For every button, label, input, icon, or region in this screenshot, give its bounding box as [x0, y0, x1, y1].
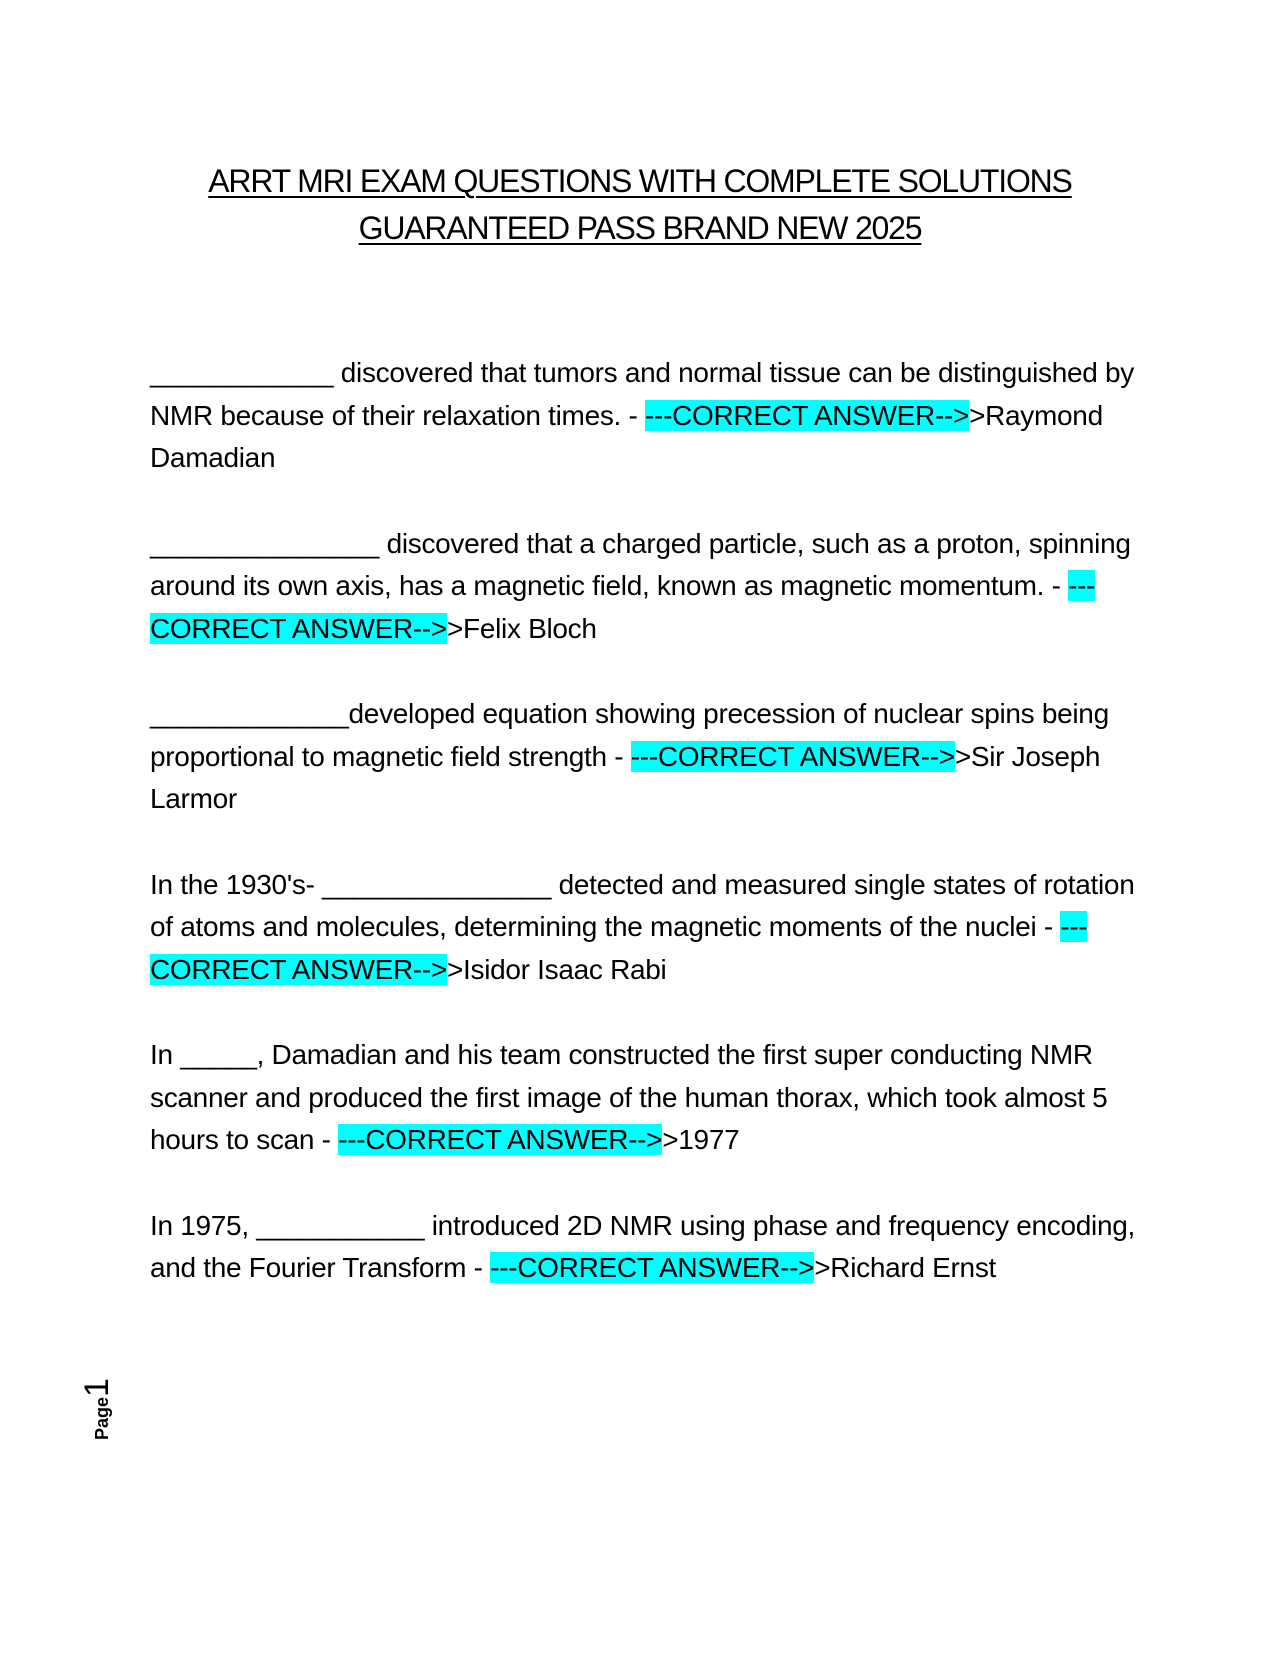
answer-text: >Isidor Isaac Rabi: [446, 953, 667, 985]
question-item: [150, 864, 1140, 992]
page-number-label: [78, 1360, 118, 1440]
question-text: In _____, Damadian and his team constructed the first super conducting NMR scanner and produced the first image of the human thorax, which took almost 5 hours to scan -: [150, 1039, 1108, 1155]
answer-marker: ---CORRECT ANSWER-->: [630, 740, 955, 772]
answer-text: >Sir Joseph Larmor: [150, 740, 1101, 814]
page-word: Page: [92, 1396, 112, 1440]
answer-marker: ---CORRECT ANSWER-->: [338, 1124, 663, 1155]
question-item: [150, 693, 1140, 821]
question-item: [150, 352, 1140, 480]
title-line-1: ARRT MRI EXAM QUESTIONS WITH COMPLETE SOLUTIONS: [208, 163, 1072, 199]
question-text: _____________developed equation showing precession of nuclear spins being proportional to magnetic field strength -: [150, 698, 1109, 772]
question-text: In the 1930's- _______________ detected and measured single states of rotation of atoms and molecules, determining the magnetic moments of the nuclei -: [150, 868, 1135, 942]
question-item: [150, 1034, 1140, 1162]
answer-text: >Raymond Damadian: [150, 399, 1103, 473]
question-list: [150, 352, 1140, 1333]
answer-text: >Richard Ernst: [814, 1252, 996, 1283]
question-item: [150, 1205, 1140, 1290]
question-item: [150, 523, 1140, 651]
answer-marker: ---CORRECT ANSWER-->: [645, 399, 970, 431]
page-number: 1: [78, 1378, 116, 1397]
answer-marker: ---CORRECT ANSWER-->: [490, 1252, 815, 1283]
question-text: In 1975, ___________ introduced 2D NMR using phase and frequency encoding, and the Fourier Transform -: [150, 1209, 1135, 1283]
question-text: ____________ discovered that tumors and normal tissue can be distinguished by NMR because of their relaxation times. -: [150, 357, 1134, 431]
title-line-2: GUARANTEED PASS BRAND NEW 2025: [358, 210, 922, 246]
answer-marker: ---CORRECT ANSWER-->: [150, 911, 1088, 985]
document-title: [140, 158, 1140, 252]
question-text: _______________ discovered that a charged particle, such as a proton, spinning around its own axis, has a magnetic field, known as magnetic momentum. -: [150, 527, 1131, 601]
answer-marker: ---CORRECT ANSWER-->: [150, 570, 1096, 644]
answer-text: >1977: [662, 1124, 740, 1155]
answer-text: >Felix Bloch: [446, 612, 597, 644]
